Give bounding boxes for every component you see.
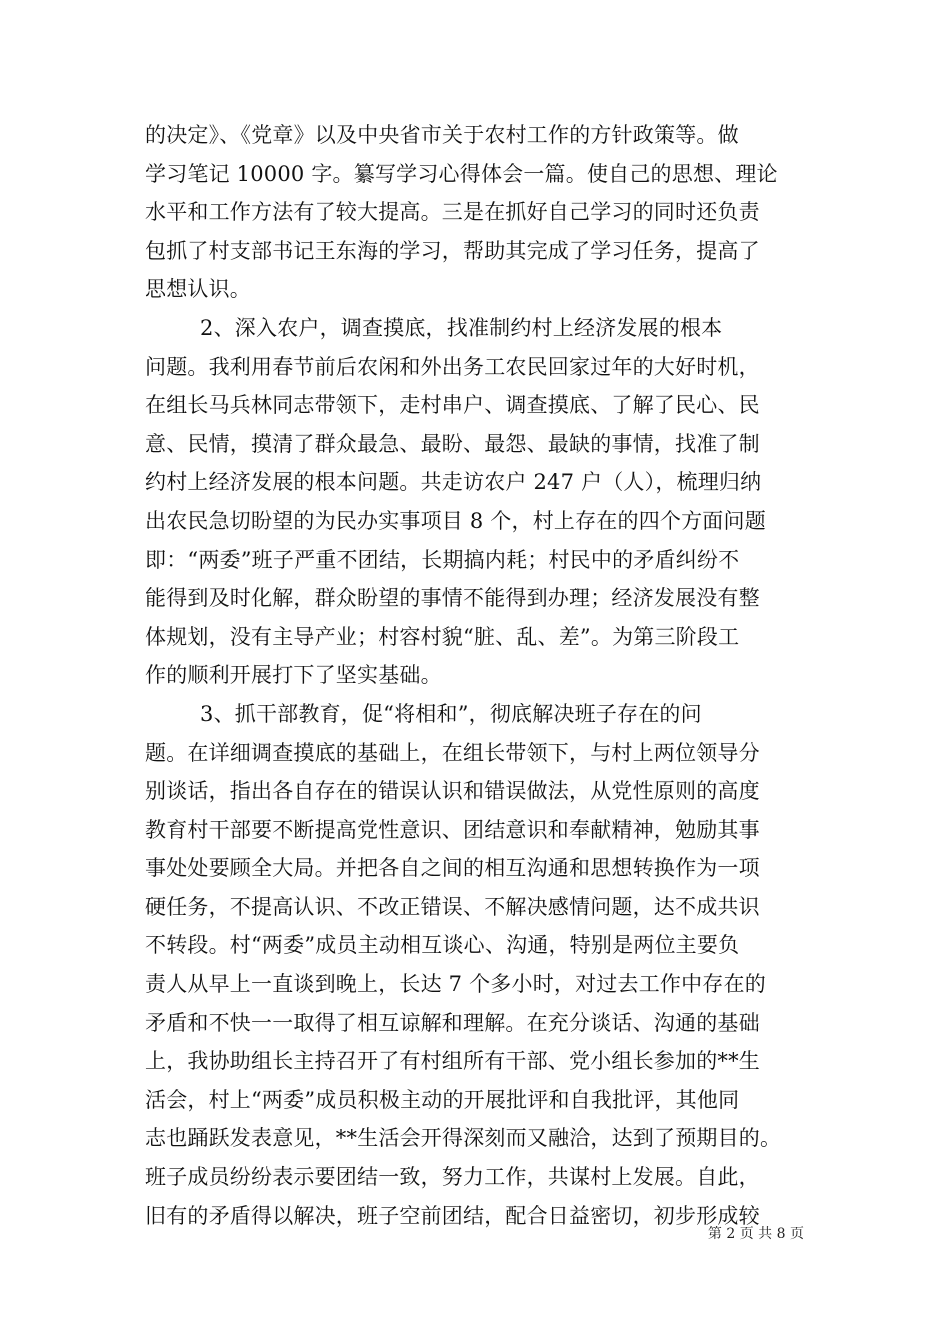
- text-line: 事处处要顾全大局。并把各自之间的相互沟通和思想转换作为一项: [145, 856, 760, 881]
- text-line: 教育村干部要不断提高党性意识、团结意识和奉献精神，勉励其事: [145, 817, 760, 842]
- text-line: 活会，村上“两委”成员积极主动的开展批评和自我批评，其他同: [145, 1087, 740, 1112]
- text-line: 责人从早上一直谈到晚上，长达 7 个多小时，对过去工作中存在的: [145, 972, 766, 997]
- text-line: 题。在详细调查摸底的基础上，在组长带领下，与村上两位领导分: [145, 740, 760, 765]
- text-line: 不转段。村“两委”成员主动相互谈心、沟通，特别是两位主要负: [145, 933, 740, 958]
- text-line: 能得到及时化解，群众盼望的事情不能得到办理；经济发展没有整: [145, 586, 760, 611]
- text-line: 体规划，没有主导产业；村容村貌“脏、乱、差”。为第三阶段工: [145, 624, 740, 649]
- text-line: 班子成员纷纷表示要团结一致，努力工作，共谋村上发展。自此，: [145, 1165, 760, 1190]
- text-line: 包抓了村支部书记王东海的学习，帮助其完成了学习任务，提高了: [145, 238, 760, 263]
- text-line: 问题。我利用春节前后农闲和外出务工农民回家过年的大好时机，: [145, 354, 760, 379]
- text-line: 出农民急切盼望的为民办实事项目 8 个，村上存在的四个方面问题: [145, 508, 766, 533]
- text-line: 矛盾和不快一一取得了相互谅解和理解。在充分谈话、沟通的基础: [145, 1010, 760, 1035]
- text-line: 学习笔记 10000 字。纂写学习心得体会一篇。使自己的思想、理论: [145, 161, 778, 186]
- text-line: 旧有的矛盾得以解决，班子空前团结，配合日益密切，初步形成较: [145, 1203, 760, 1228]
- page-footer: [0, 1224, 950, 1244]
- body-text: [145, 116, 813, 1235]
- page-number: 第 2 页 共 8 页: [707, 1226, 804, 1242]
- text-line: 即：“两委”班子严重不团结，长期搞内耗；村民中的矛盾纠纷不: [145, 547, 740, 572]
- text-line: 意、民情，摸清了群众最急、最盼、最怨、最缺的事情，找准了制: [145, 431, 760, 456]
- text-line: 作的顺利开展打下了坚实基础。: [145, 663, 442, 688]
- text-line: 在组长马兵林同志带领下，走村串户、调查摸底、了解了民心、民: [145, 393, 760, 418]
- text-line: 别谈话，指出各自存在的错误认识和错误做法，从党性原则的高度: [145, 779, 760, 804]
- text-line: 思想认识。: [145, 277, 251, 302]
- text-line: 2、深入农户，调查摸底，找准制约村上经济发展的根本: [145, 315, 723, 340]
- text-line: 3、抓干部教育，促“将相和”，彻底解决班子存在的问: [145, 701, 702, 726]
- text-line: 硬任务，不提高认识、不改正错误、不解决感情问题，达不成共识: [145, 894, 760, 919]
- text-line: 的决定》、《党章》以及中央省市关于农村工作的方针政策等。做: [145, 123, 739, 147]
- text-line: 志也踊跃发表意见，**生活会开得深刻而又融洽，达到了预期目的。: [145, 1126, 782, 1151]
- text-line: 水平和工作方法有了较大提高。三是在抓好自己学习的同时还负责: [145, 200, 760, 225]
- text-line: 上，我协助组长主持召开了有村组所有干部、党小组长参加的**生: [145, 1049, 760, 1074]
- text-line: 约村上经济发展的根本问题。共走访农户 247 户（人），梳理归纳: [145, 470, 762, 495]
